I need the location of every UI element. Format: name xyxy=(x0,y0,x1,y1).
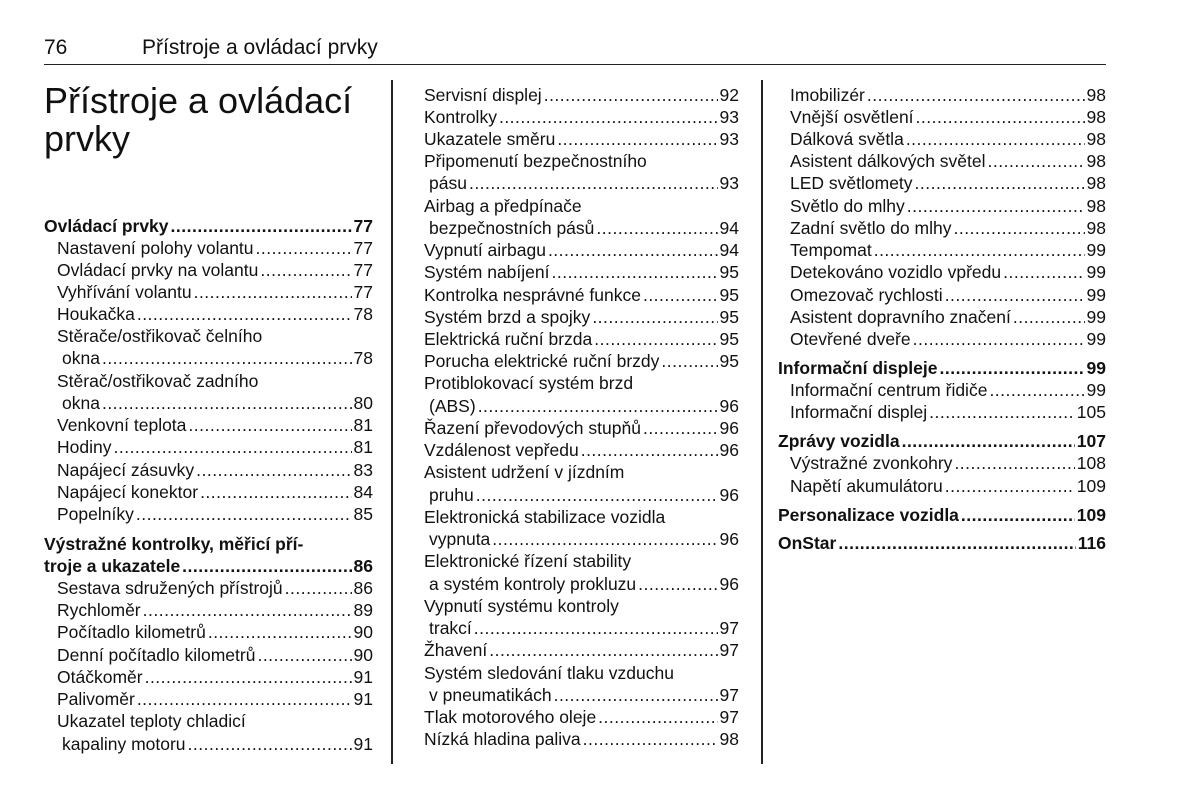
dot-leader xyxy=(907,195,1085,217)
toc-page-number: 99 xyxy=(1086,285,1106,305)
toc-page-number: 99 xyxy=(1086,329,1106,349)
dot-leader xyxy=(260,259,351,281)
dot-leader xyxy=(1013,306,1085,328)
toc-entry-continued[interactable] xyxy=(424,595,739,617)
toc-page-number: 91 xyxy=(353,667,373,687)
dot-leader xyxy=(257,644,351,666)
toc-entry-title: Napětí akumulátoru xyxy=(790,476,943,496)
toc-entry-title: Sestava sdružených přístrojů xyxy=(57,578,283,598)
toc-entry[interactable] xyxy=(57,666,373,688)
toc-page-number: 108 xyxy=(1076,453,1106,473)
toc-page-number: 91 xyxy=(353,689,373,709)
toc-entry-title: Napájecí konektor xyxy=(57,482,199,502)
toc-entry-title: Systém nabíjení xyxy=(424,262,550,282)
toc-page-number: 86 xyxy=(353,578,373,598)
dot-leader xyxy=(915,172,1085,194)
dot-leader xyxy=(916,106,1085,128)
toc-page-number: 95 xyxy=(719,285,739,305)
toc-entry-continued[interactable] xyxy=(424,195,739,217)
toc-page-number: 98 xyxy=(1086,196,1106,216)
toc-entry-title: Ukazatel teploty chladicí xyxy=(57,711,246,731)
toc-page-number: 98 xyxy=(1086,173,1106,193)
toc-entry-continued[interactable] xyxy=(57,370,373,392)
toc-entry-title: pruhu xyxy=(429,485,474,505)
dot-leader xyxy=(256,237,352,259)
toc-entry-continued[interactable] xyxy=(424,150,739,172)
toc-entry-title: Ovládací prvky na volantu xyxy=(57,260,259,280)
toc-page-number: 96 xyxy=(719,529,739,549)
dot-leader xyxy=(638,573,717,595)
toc-page-number: 77 xyxy=(353,216,373,236)
toc-entry[interactable] xyxy=(790,306,1106,328)
toc-entry-title: a systém kontroly prokluzu xyxy=(429,574,637,594)
dot-leader xyxy=(902,430,1075,452)
dot-leader xyxy=(478,395,718,417)
dot-leader xyxy=(598,706,717,728)
dot-leader xyxy=(208,621,352,643)
toc-entry[interactable] xyxy=(62,733,373,755)
toc-page-number: 99 xyxy=(1086,380,1106,400)
toc-entry-continued[interactable] xyxy=(424,372,739,394)
toc-page-number: 81 xyxy=(353,437,373,457)
dot-leader xyxy=(474,617,718,639)
toc-page-number: 97 xyxy=(719,618,739,638)
toc-entry[interactable] xyxy=(44,555,373,577)
dot-leader xyxy=(492,528,717,550)
toc-entry[interactable] xyxy=(424,84,739,106)
dot-leader xyxy=(194,281,352,303)
toc-entry[interactable] xyxy=(790,328,1106,350)
toc-entry[interactable] xyxy=(424,106,739,128)
toc-entry[interactable] xyxy=(424,728,739,750)
toc-entry-title: kapaliny motoru xyxy=(62,734,186,754)
toc-entry-title: trakcí xyxy=(429,618,472,638)
dot-leader xyxy=(906,128,1085,150)
toc-entry[interactable] xyxy=(424,128,739,150)
toc-entry[interactable] xyxy=(57,644,373,666)
chapter-title-line: prvky xyxy=(44,118,131,159)
toc-entry[interactable] xyxy=(429,573,739,595)
toc-entry[interactable] xyxy=(57,436,373,458)
toc-entry[interactable] xyxy=(424,239,739,261)
dot-leader xyxy=(592,306,717,328)
toc-entry[interactable] xyxy=(424,350,739,372)
toc-page-number: 109 xyxy=(1076,476,1106,496)
dot-leader xyxy=(953,217,1084,239)
toc-entry-title: Denní počítadlo kilometrů xyxy=(57,645,256,665)
toc-entry-title: Informační centrum řidiče xyxy=(790,380,988,400)
toc-page-number: 97 xyxy=(719,640,739,660)
dot-leader xyxy=(867,84,1085,106)
dot-leader xyxy=(102,347,352,369)
toc-entry-title: pásu xyxy=(429,173,467,193)
toc-entry-title: Ovládací prvky xyxy=(44,216,169,236)
dot-leader xyxy=(200,481,351,503)
toc-entry[interactable] xyxy=(429,528,739,550)
toc-entry[interactable] xyxy=(790,195,1106,217)
toc-page-number: 78 xyxy=(353,304,373,324)
toc-entry[interactable] xyxy=(62,392,373,414)
dot-leader xyxy=(989,379,1084,401)
toc-entry[interactable] xyxy=(57,237,373,259)
dot-leader xyxy=(188,414,351,436)
toc-entry-title: Řazení převodových stupňů xyxy=(424,418,641,438)
toc-entry[interactable] xyxy=(429,617,739,639)
toc-entry-title: Imobilizér xyxy=(790,85,865,105)
toc-entry[interactable] xyxy=(57,259,373,281)
toc-entry[interactable] xyxy=(424,639,739,661)
toc-page-number: 99 xyxy=(1086,307,1106,327)
toc-entry-continued[interactable] xyxy=(424,662,739,684)
toc-page-number: 95 xyxy=(719,329,739,349)
toc-entry-title: Elektronická stabilizace vozidla xyxy=(424,507,666,527)
toc-entry-title: Asistent dálkových světel xyxy=(790,151,986,171)
toc-page-number: 96 xyxy=(719,485,739,505)
toc-page-number: 98 xyxy=(1086,107,1106,127)
dot-leader xyxy=(182,555,351,577)
toc-entry-title: Nízká hladina paliva xyxy=(424,729,581,749)
dot-leader xyxy=(961,504,1075,526)
toc-entry[interactable] xyxy=(57,503,373,525)
toc-entry[interactable] xyxy=(790,150,1106,172)
toc-entry-continued[interactable] xyxy=(424,550,739,572)
dot-leader xyxy=(285,577,352,599)
chapter-title xyxy=(44,82,384,158)
toc-entry[interactable] xyxy=(424,706,739,728)
dot-leader xyxy=(137,303,352,325)
toc-entry-title: Nastavení polohy volantu xyxy=(57,238,254,258)
dot-leader xyxy=(1003,261,1084,283)
toc-entry[interactable] xyxy=(790,261,1106,283)
toc-entry-title: Otevřené dveře xyxy=(790,329,911,349)
toc-page-number: 97 xyxy=(719,685,739,705)
toc-entry-title: Personalizace vozidla xyxy=(778,505,959,525)
toc-entry-title: Detekováno vozidlo vpředu xyxy=(790,262,1002,282)
toc-page-number: 93 xyxy=(719,173,739,193)
toc-page-number: 98 xyxy=(1086,218,1106,238)
toc-entry-continued[interactable] xyxy=(57,710,373,732)
dot-leader xyxy=(913,328,1085,350)
toc-entry[interactable] xyxy=(790,379,1106,401)
dot-leader xyxy=(548,239,718,261)
toc-entry[interactable] xyxy=(57,599,373,621)
toc-entry-title: Stěrač/ostřikovač zadního xyxy=(57,371,259,391)
toc-entry-title: okna xyxy=(62,393,100,413)
toc-page-number: 92 xyxy=(719,85,739,105)
toc-page-number: 86 xyxy=(353,556,373,576)
dot-leader xyxy=(594,328,717,350)
toc-entry-title: Palivoměr xyxy=(57,689,135,709)
toc-page-number: 98 xyxy=(1086,151,1106,171)
dot-leader xyxy=(929,401,1075,423)
toc-entry-title: Otáčkoměr xyxy=(57,667,143,687)
toc-entry-title: Stěrače/ostřikovač čelního xyxy=(57,326,263,346)
toc-page-number: 96 xyxy=(719,396,739,416)
dot-leader xyxy=(945,284,1085,306)
toc-page-number: 95 xyxy=(719,262,739,282)
dot-leader xyxy=(469,172,718,194)
chapter-title-line: Přístroje a ovládací xyxy=(44,80,353,121)
toc-entry-title: Houkačka xyxy=(57,304,135,324)
dot-leader xyxy=(551,261,717,283)
toc-entry[interactable] xyxy=(790,452,1106,474)
dot-leader xyxy=(143,599,352,621)
toc-entry[interactable] xyxy=(778,430,1106,452)
toc-entry-title: Tempomat xyxy=(790,240,872,260)
toc-page-number: 84 xyxy=(353,482,373,502)
dot-leader xyxy=(145,666,352,688)
toc-entry-title: Protiblokovací systém brzd xyxy=(424,373,634,393)
toc-entry[interactable] xyxy=(424,417,739,439)
dot-leader xyxy=(643,284,718,306)
toc-page-number: 99 xyxy=(1086,358,1106,378)
page-number: 76 xyxy=(44,36,68,59)
toc-entry-title: okna xyxy=(62,348,100,368)
toc-page-number: 78 xyxy=(353,348,373,368)
toc-entry[interactable] xyxy=(57,414,373,436)
dot-leader xyxy=(136,503,352,525)
dot-leader xyxy=(489,639,717,661)
toc-entry-title: Venkovní teplota xyxy=(57,415,187,435)
dot-leader xyxy=(544,84,718,106)
toc-entry-title: bezpečnostních pásů xyxy=(429,218,595,238)
toc-page-number: 109 xyxy=(1076,505,1106,525)
toc-entry-continued[interactable] xyxy=(424,461,739,483)
toc-page-number: 93 xyxy=(719,129,739,149)
toc-page-number: 77 xyxy=(353,260,373,280)
dot-leader xyxy=(196,459,351,481)
toc-page-number: 93 xyxy=(719,107,739,127)
dot-leader xyxy=(596,217,717,239)
toc-page-number: 98 xyxy=(1086,85,1106,105)
column-divider xyxy=(391,80,393,764)
toc-entry-title: Dálková světla xyxy=(790,129,904,149)
toc-entry-title: Světlo do mlhy xyxy=(790,196,905,216)
toc-entry-title: Výstražné kontrolky, měřicí pří- xyxy=(44,534,304,554)
toc-entry[interactable] xyxy=(790,284,1106,306)
toc-page-number: 96 xyxy=(719,574,739,594)
dot-leader xyxy=(171,215,352,237)
dot-leader xyxy=(137,688,352,710)
dot-leader xyxy=(945,475,1075,497)
toc-entry-title: Systém brzd a spojky xyxy=(424,307,591,327)
toc-entry[interactable] xyxy=(57,688,373,710)
toc-entry-title: Žhavení xyxy=(424,640,488,660)
dot-leader xyxy=(838,532,1075,554)
toc-page-number: 96 xyxy=(719,418,739,438)
dot-leader xyxy=(113,436,351,458)
toc-entry-title: Tlak motorového oleje xyxy=(424,707,597,727)
toc-entry-title: Vypnutí systému kontroly xyxy=(424,596,619,616)
toc-entry[interactable] xyxy=(57,303,373,325)
dot-leader xyxy=(188,733,352,755)
dot-leader xyxy=(661,350,717,372)
toc-page-number: 90 xyxy=(353,645,373,665)
column-divider xyxy=(761,80,763,764)
toc-entry-title: vypnuta xyxy=(429,529,491,549)
toc-entry-title: Airbag a předpínače xyxy=(424,196,582,216)
toc-entry[interactable] xyxy=(57,481,373,503)
dot-leader xyxy=(554,684,718,706)
toc-page-number: 98 xyxy=(719,729,739,749)
toc-page-number: 99 xyxy=(1086,262,1106,282)
dot-leader xyxy=(499,106,718,128)
toc-entry[interactable] xyxy=(44,215,373,237)
toc-entry-title: Připomenutí bezpečnostního xyxy=(424,151,647,171)
toc-entry-title: Asistent udržení v jízdním xyxy=(424,462,625,482)
toc-page-number: 91 xyxy=(353,734,373,754)
toc-entry-title: Omezovač rychlosti xyxy=(790,285,943,305)
toc-page-number: 90 xyxy=(353,622,373,642)
toc-entry-continued[interactable] xyxy=(44,533,373,555)
toc-entry[interactable] xyxy=(429,217,739,239)
toc-entry[interactable] xyxy=(429,484,739,506)
toc-entry-title: Asistent dopravního značení xyxy=(790,307,1011,327)
toc-entry[interactable] xyxy=(778,357,1106,379)
toc-entry-title: Vyhřívání volantu xyxy=(57,282,192,302)
toc-entry-title: Zadní světlo do mlhy xyxy=(790,218,952,238)
toc-page-number: 94 xyxy=(719,240,739,260)
toc-entry-title: OnStar xyxy=(778,533,837,553)
toc-page-number: 97 xyxy=(719,707,739,727)
toc-page-number: 89 xyxy=(353,600,373,620)
toc-page-number: 81 xyxy=(353,415,373,435)
toc-entry-title: Systém sledování tlaku vzduchu xyxy=(424,663,674,683)
toc-entry-title: Vzdálenost vepředu xyxy=(424,440,579,460)
toc-entry-title: Ukazatele směru xyxy=(424,129,556,149)
toc-entry-title: v pneumatikách xyxy=(429,685,552,705)
toc-entry[interactable] xyxy=(57,577,373,599)
toc-entry-title: (ABS) xyxy=(429,396,476,416)
toc-page-number: 107 xyxy=(1076,431,1106,451)
dot-leader xyxy=(874,239,1085,261)
toc-entry-title: Elektrická ruční brzda xyxy=(424,329,593,349)
toc-entry-continued[interactable] xyxy=(57,325,373,347)
toc-entry-title: Napájecí zásuvky xyxy=(57,460,195,480)
toc-entry-title: LED světlomety xyxy=(790,173,913,193)
toc-entry[interactable] xyxy=(424,284,739,306)
toc-page-number: 83 xyxy=(353,460,373,480)
dot-leader xyxy=(581,439,718,461)
toc-entry[interactable] xyxy=(790,128,1106,150)
toc-entry-title: Vnější osvětlení xyxy=(790,107,914,127)
toc-page-number: 96 xyxy=(719,440,739,460)
toc-page-number: 94 xyxy=(719,218,739,238)
toc-entry[interactable] xyxy=(790,106,1106,128)
toc-entry[interactable] xyxy=(62,347,373,369)
toc-entry-title: Zprávy vozidla xyxy=(778,431,900,451)
toc-entry[interactable] xyxy=(57,459,373,481)
toc-entry[interactable] xyxy=(424,261,739,283)
toc-entry[interactable] xyxy=(790,217,1106,239)
toc-entry-title: Informační displej xyxy=(790,402,928,422)
toc-entry[interactable] xyxy=(424,328,739,350)
toc-entry-title: troje a ukazatele xyxy=(44,556,181,576)
toc-entry[interactable] xyxy=(790,475,1106,497)
toc-entry[interactable] xyxy=(790,401,1106,423)
dot-leader xyxy=(557,128,717,150)
toc-entry[interactable] xyxy=(778,504,1106,526)
toc-entry[interactable] xyxy=(57,621,373,643)
dot-leader xyxy=(988,150,1085,172)
dot-leader xyxy=(476,484,718,506)
toc-entry[interactable] xyxy=(424,306,739,328)
toc-entry[interactable] xyxy=(790,239,1106,261)
toc-entry[interactable] xyxy=(429,172,739,194)
toc-page-number: 77 xyxy=(353,282,373,302)
toc-page-number: 105 xyxy=(1076,402,1106,422)
toc-entry[interactable] xyxy=(790,84,1106,106)
toc-entry[interactable] xyxy=(429,395,739,417)
toc-entry[interactable] xyxy=(429,684,739,706)
dot-leader xyxy=(102,392,352,414)
toc-entry-title: Vypnutí airbagu xyxy=(424,240,546,260)
running-title: Přístroje a ovládací prvky xyxy=(142,36,378,59)
toc-entry-title: Servisní displej xyxy=(424,85,542,105)
toc-entry-title: Kontrolka nesprávné funkce xyxy=(424,285,641,305)
toc-page-number: 80 xyxy=(353,393,373,413)
dot-leader xyxy=(583,728,718,750)
toc-page-number: 98 xyxy=(1086,129,1106,149)
toc-entry-title: Výstražné zvonkohry xyxy=(790,453,953,473)
toc-entry[interactable] xyxy=(57,281,373,303)
toc-entry[interactable] xyxy=(424,439,739,461)
toc-entry-title: Porucha elektrické ruční brzdy xyxy=(424,351,660,371)
toc-entry-title: Hodiny xyxy=(57,437,112,457)
page-header xyxy=(44,34,1106,65)
toc-entry[interactable] xyxy=(778,532,1106,554)
toc-entry-title: Počítadlo kilometrů xyxy=(57,622,206,642)
toc-page-number: 116 xyxy=(1077,533,1106,553)
toc-entry[interactable] xyxy=(790,172,1106,194)
toc-page-number: 77 xyxy=(353,238,373,258)
toc-page-number: 95 xyxy=(719,307,739,327)
toc-entry-title: Informační displeje xyxy=(778,358,938,378)
toc-entry-title: Elektronické řízení stability xyxy=(424,551,632,571)
dot-leader xyxy=(954,452,1074,474)
toc-entry-title: Popelníky xyxy=(57,504,134,524)
toc-page-number: 85 xyxy=(353,504,373,524)
dot-leader xyxy=(643,417,718,439)
toc-page-number: 95 xyxy=(719,351,739,371)
toc-entry-title: Kontrolky xyxy=(424,107,497,127)
toc-page-number: 99 xyxy=(1086,240,1106,260)
toc-entry-title: Rychloměr xyxy=(57,600,141,620)
toc-entry-continued[interactable] xyxy=(424,506,739,528)
dot-leader xyxy=(939,357,1084,379)
